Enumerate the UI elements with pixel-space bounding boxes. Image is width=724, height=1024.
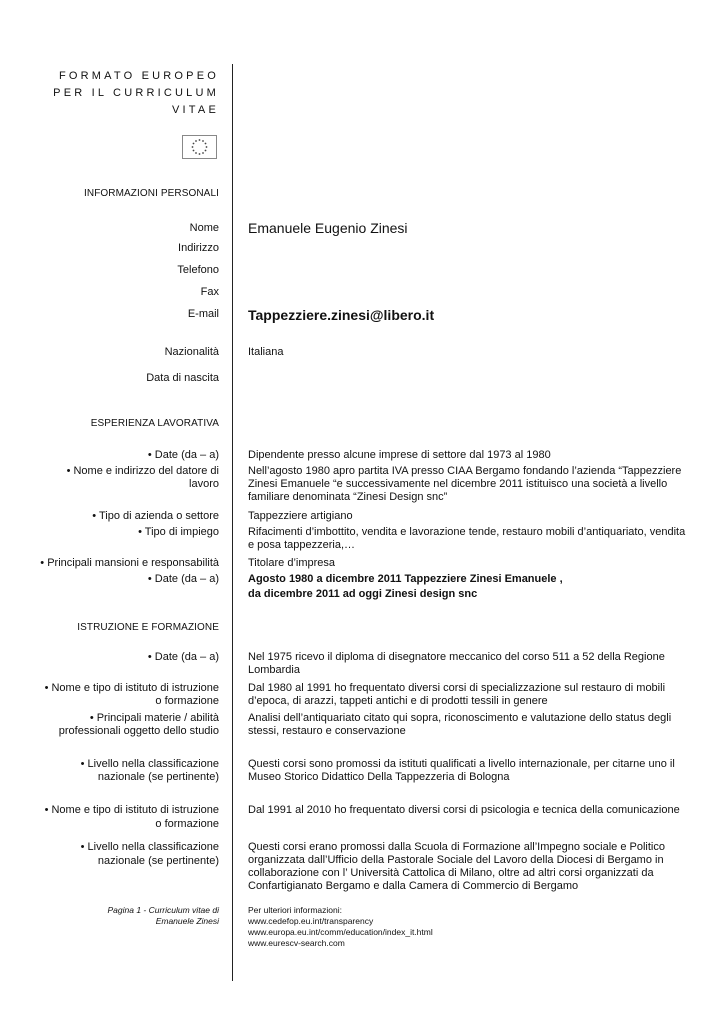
edu-level-label-1: • Livello nella classificazione (80, 758, 219, 770)
section-education-heading: ISTRUZIONE E FORMAZIONE (77, 622, 219, 633)
edu-date-label: • Date (da – a) (147, 651, 219, 663)
edu-date-value: Nel 1975 ricevo il diploma di disegnatore meccanico del corso 511 a 52 della Regione Lombardia (248, 651, 665, 676)
edu-subjects-value: Analisi dell’antiquariato citato qui sopra, riconoscimento e valutazione dello status degli stessi, restauro e conservazione (248, 712, 672, 737)
email-value: Tappezziere.zinesi@libero.it (248, 307, 435, 323)
email-label: E-mail (187, 308, 219, 320)
document-title (53, 68, 219, 119)
edu-institute2-label-1: • Nome e tipo di istituto di istruzione (44, 804, 219, 816)
exp-duties-label: • Principali mansioni e responsabilità (40, 557, 219, 569)
exp-sector-value: Tappezziere artigiano (248, 510, 353, 522)
exp-date-value: Dipendente presso alcune imprese di settore dal 1973 al 1980 (248, 449, 551, 461)
footer-page-label-1: Pagina 1 - Curriculum vitae di (107, 905, 219, 915)
edu-level2-value: Questi corsi erano promossi dalla Scuola di Formazione all’Impegno sociale e Politico organizzata dall’Ufficio della Pastorale Sociale del Lavoro della Diocesi di Bergamo in collaborazione con l’ Università Cattolica di Milano, oltre ad altri corsi organizzati da Confartigianato Bergamo e dalla Camera di Commercio di Bergamo (248, 841, 665, 892)
phone-label: Telefono (177, 264, 219, 276)
footer-link-cedefop[interactable]: www.cedefop.eu.int/transparency (248, 916, 374, 926)
edu-subjects-label-2: professionali oggetto dello studio (58, 725, 219, 737)
footer-link-eurescv[interactable]: www.eurescv-search.com (248, 938, 345, 948)
exp-sector-label: • Tipo di azienda o settore (92, 510, 219, 522)
birthdate-label: Data di nascita (146, 372, 219, 384)
edu-level-label-2: nazionale (se pertinente) (97, 771, 219, 783)
nationality-value: Italiana (248, 346, 284, 358)
exp-date2-value-2: da dicembre 2011 ad oggi Zinesi design snc (248, 588, 478, 600)
eu-flag-icon (182, 135, 217, 159)
nationality-label: Nazionalità (164, 346, 219, 358)
exp-date-label: • Date (da – a) (147, 449, 219, 461)
edu-institute-label-1: • Nome e tipo di istituto di istruzione (44, 682, 219, 694)
edu-institute-label-2: o formazione (155, 695, 219, 707)
edu-level-value: Questi corsi sono promossi da istituti qualificati a livello internazionale, per citarne uno il Museo Storico Didattico Della Tappezzeria di Bologna (248, 758, 675, 783)
edu-level2-label-2: nazionale (se pertinente) (97, 855, 219, 867)
footer-page-label-2: Emanuele Zinesi (155, 916, 219, 926)
name-value: Emanuele Eugenio Zinesi (248, 220, 408, 236)
fax-label: Fax (200, 286, 219, 298)
exp-date2-label: • Date (da – a) (147, 573, 219, 585)
exp-duties-value: Titolare d’impresa (248, 557, 336, 569)
section-experience-heading: ESPERIENZA LAVORATIVA (90, 418, 219, 429)
exp-employer-value: Nell’agosto 1980 apro partita IVA presso CIAA Bergamo fondando l’azienda “Tappezziere Zinesi Emanuele “e successivamente nel dicembre 2011 istituisco una società a livello familiare denominata “Zinesi Design snc” (248, 465, 682, 503)
footer-link-europa[interactable]: www.europa.eu.int/comm/education/index_it.html (248, 927, 433, 937)
title-line-2: PER IL CURRICULUM (53, 87, 219, 99)
title-line-1: FORMATO EUROPEO (58, 70, 219, 82)
vertical-divider (232, 64, 233, 981)
address-label: Indirizzo (178, 242, 219, 254)
exp-date2-value-1: Agosto 1980 a dicembre 2011 Tappezziere Zinesi Emanuele , (248, 573, 563, 585)
title-line-3: VITAE (172, 104, 219, 116)
edu-level2-label-1: • Livello nella classificazione (80, 841, 219, 853)
edu-institute-value: Dal 1980 al 1991 ho frequentato diversi corsi di specializzazione sul restauro di mobili d’epoca, di arazzi, tappeti antichi e di prodotti tessili in genere (248, 682, 666, 707)
edu-institute2-label-2: o formazione (155, 818, 219, 830)
exp-job-label: • Tipo di impiego (138, 526, 219, 538)
exp-employer-label-2: lavoro (189, 478, 219, 490)
exp-employer-label-1: • Nome e indirizzo del datore di (66, 465, 219, 477)
footer-info-line-1: Per ulteriori informazioni: (248, 905, 343, 915)
edu-subjects-label-1: • Principali materie / abilità (89, 712, 219, 724)
section-personal-heading: INFORMAZIONI PERSONALI (84, 188, 219, 199)
exp-job-value: Rifacimenti d’imbottito, vendita e lavorazione tende, restauro mobili d’antiquariato, vendita e posa tappezzeria,… (248, 526, 686, 551)
edu-institute2-value: Dal 1991 al 2010 ho frequentato diversi corsi di psicologia e tecnica della comunicazione (248, 804, 680, 816)
name-label: Nome (189, 222, 219, 234)
